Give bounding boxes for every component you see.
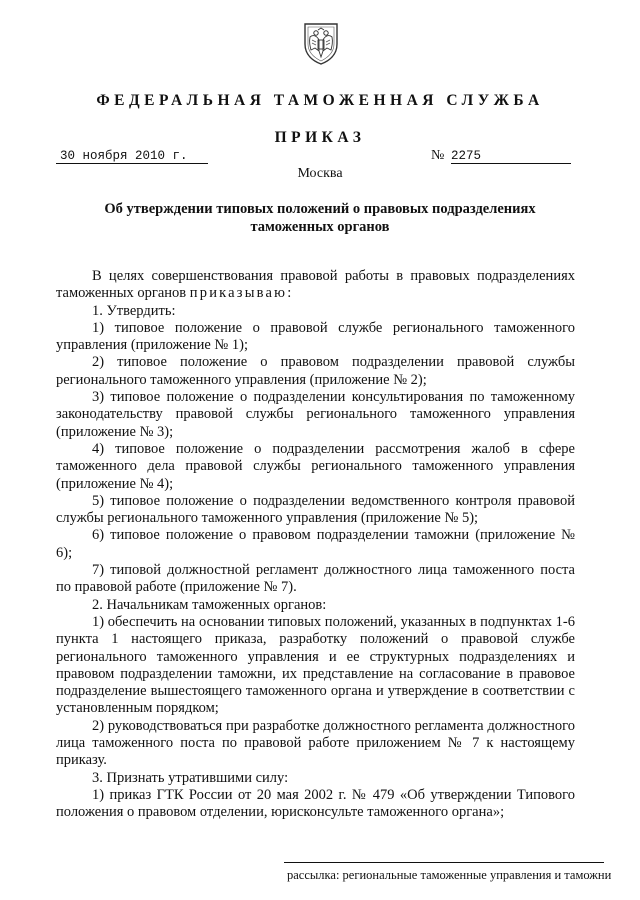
intro-text: В целях совершенствования правовой работы в правовых подразделениях таможенных органов xyxy=(56,268,575,302)
organization-name: ФЕДЕРАЛЬНАЯ ТАМОЖЕННАЯ СЛУЖБА xyxy=(96,92,544,109)
order-number: 2275 xyxy=(451,149,571,164)
item-3-1: 1) приказ ГТК России от 20 мая 2002 г. № 479 «Об утверждении Типового положения о правовом отделении, юрисконсульте таможенного органа»; xyxy=(56,786,575,821)
item-1-4: 4) типовое положение о подразделении рассмотрения жалоб в сфере таможенного дела правовой службы регионального таможенного управления (приложение № 4); xyxy=(56,440,575,492)
intro-end: : xyxy=(287,285,292,302)
order-date: 30 ноября 2010 г. xyxy=(56,149,208,164)
section-2-heading: 2. Начальникам таможенных органов: xyxy=(92,596,327,613)
order-keyword: приказываю xyxy=(189,285,288,302)
document-type: ПРИКАЗ xyxy=(274,129,366,146)
item-1-1: 1) типовое положение о правовой службе регионального таможенного управления (приложение № 1); xyxy=(56,319,575,354)
item-1-6: 6) типовое положение о правовом подразделении таможни (приложение № 6); xyxy=(56,527,575,561)
number-sign: № xyxy=(431,148,445,163)
russian-coat-of-arms-icon xyxy=(301,20,341,66)
item-1-7: 7) типовой должностной регламент должностного лица таможенного поста по правовой работе (приложение № 7). xyxy=(56,562,575,596)
distribution-note: рассылка: региональные таможенные управления и таможни xyxy=(287,868,612,882)
intro-paragraph xyxy=(56,268,575,303)
item-1-3: 3) типовое положение о подразделении консультирования по таможенному законодательству правовой службы регионального таможенного управления (приложение № 3); xyxy=(56,389,575,440)
footer-divider xyxy=(284,862,604,863)
item-2-2: 2) руководствоваться при разработке должностного регламента должностного лица таможенного поста по правовой работе приложением № 7 к настоящему приказу. xyxy=(56,717,575,769)
city: Москва xyxy=(297,166,343,181)
order-body xyxy=(56,268,575,822)
item-1-2: 2) типовое положение о правовом подразделении правовой службы регионального таможенного управления (приложение № 2); xyxy=(56,354,575,388)
item-2-1: 1) обеспечить на основании типовых положений, указанных в подпунктах 1-6 пункта 1 настоящего приказа, разработку положений о правовой службе регионального таможенного управления и ее структурных подразделениях и правовом подразделении таможни, их представление на согласование в правовое подразделение вышестоящего таможенного органа и утверждение в соответствии с установленным порядком; xyxy=(56,613,575,717)
order-title: Об утверждении типовых положений о правовых подразделениях таможенных органов xyxy=(104,201,536,235)
section-1-heading: 1. Утвердить: xyxy=(92,302,176,319)
item-1-5: 5) типовое положение о подразделении ведомственного контроля правовой службы регионального таможенного управления (приложение № 5); xyxy=(56,492,575,527)
section-3-heading: 3. Признать утратившими силу: xyxy=(92,769,289,786)
